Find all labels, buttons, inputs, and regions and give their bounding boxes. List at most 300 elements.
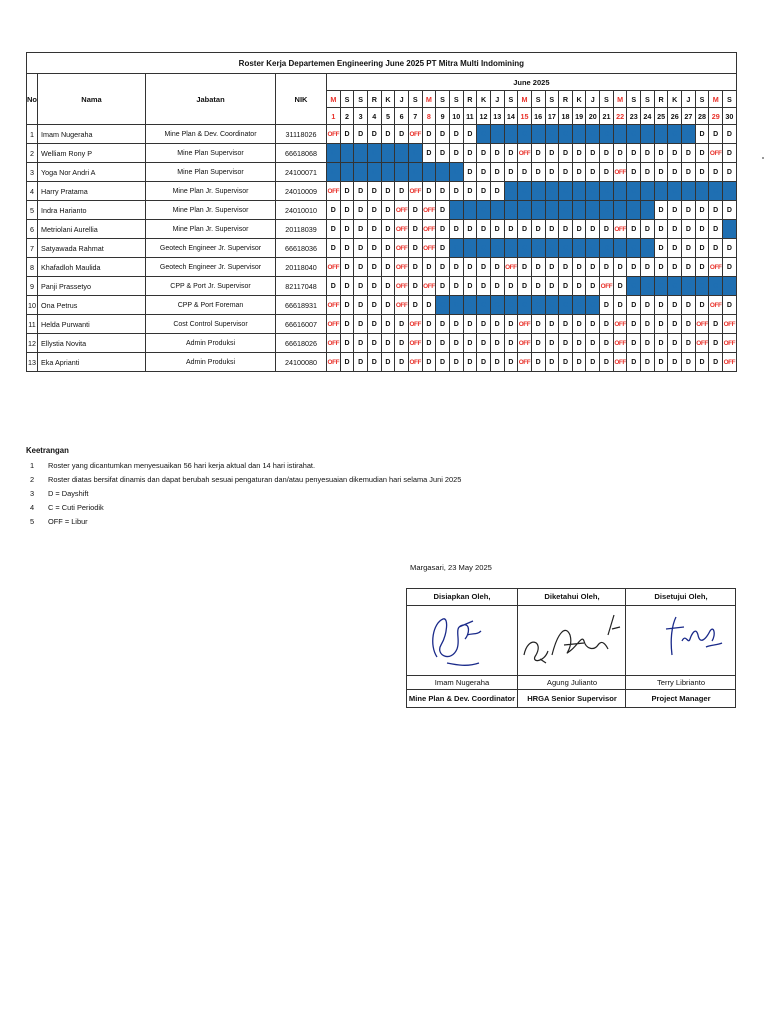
roster-cell: C xyxy=(572,125,586,144)
employee-name: Welliam Rony P xyxy=(38,144,146,163)
roster-cell: D xyxy=(545,163,559,182)
signature-label: Disiapkan Oleh, xyxy=(407,589,517,606)
roster-cell: D xyxy=(586,258,600,277)
employee-nik: 24100071 xyxy=(276,163,327,182)
roster-cell: D xyxy=(627,353,641,372)
roster-cell: OFF xyxy=(613,315,627,334)
roster-cell: D xyxy=(613,277,627,296)
roster-cell: D xyxy=(586,353,600,372)
roster-cell: D xyxy=(586,220,600,239)
roster-cell: C xyxy=(654,125,668,144)
roster-cell: D xyxy=(559,258,573,277)
roster-cell: C xyxy=(545,182,559,201)
roster-cell: C xyxy=(531,182,545,201)
roster-cell: D xyxy=(381,296,395,315)
roster-cell: D xyxy=(340,125,354,144)
roster-cell: D xyxy=(490,353,504,372)
roster-cell: D xyxy=(381,353,395,372)
roster-cell: OFF xyxy=(504,258,518,277)
weekday-cell: J xyxy=(395,91,409,108)
note-number: 5 xyxy=(30,517,35,526)
roster-cell: C xyxy=(449,239,463,258)
roster-cell: D xyxy=(477,334,491,353)
roster-cell: D xyxy=(627,296,641,315)
roster-cell: OFF xyxy=(422,201,436,220)
roster-cell: C xyxy=(682,125,696,144)
roster-cell: D xyxy=(367,258,381,277)
signature-column-acknowledged xyxy=(517,589,626,707)
roster-cell: D xyxy=(395,125,409,144)
roster-cell: D xyxy=(682,144,696,163)
roster-cell: D xyxy=(367,239,381,258)
roster-cell: D xyxy=(436,353,450,372)
roster-cell: D xyxy=(327,220,341,239)
day-number-cell: 4 xyxy=(367,108,381,125)
roster-cell: D xyxy=(490,163,504,182)
employee-nik: 24100080 xyxy=(276,353,327,372)
signer-role: HRGA Senior Supervisor xyxy=(518,689,626,707)
roster-cell: D xyxy=(518,220,532,239)
roster-cell: D xyxy=(559,220,573,239)
roster-cell: D xyxy=(422,144,436,163)
roster-cell: C xyxy=(545,239,559,258)
roster-cell: C xyxy=(600,182,614,201)
roster-cell: D xyxy=(641,334,655,353)
roster-cell: D xyxy=(367,353,381,372)
roster-cell: D xyxy=(545,334,559,353)
weekday-cell: K xyxy=(572,91,586,108)
roster-cell: D xyxy=(723,125,737,144)
employee-no: 6 xyxy=(27,220,38,239)
weekday-cell: S xyxy=(408,91,422,108)
roster-cell: C xyxy=(477,239,491,258)
weekday-cell: R xyxy=(559,91,573,108)
roster-cell: C xyxy=(408,163,422,182)
roster-cell: C xyxy=(395,163,409,182)
roster-cell: D xyxy=(531,353,545,372)
roster-cell: D xyxy=(668,144,682,163)
employee-position: Mine Plan Supervisor xyxy=(146,163,276,182)
roster-cell: C xyxy=(327,144,341,163)
employee-position: Geotech Engineer Jr. Supervisor xyxy=(146,239,276,258)
roster-cell: OFF xyxy=(422,277,436,296)
day-number-cell: 8 xyxy=(422,108,436,125)
header-jabatan: Jabatan xyxy=(146,74,276,125)
roster-cell: D xyxy=(531,334,545,353)
roster-cell: D xyxy=(340,258,354,277)
day-number-cell: 1 xyxy=(327,108,341,125)
roster-cell: OFF xyxy=(518,144,532,163)
roster-cell: OFF xyxy=(723,334,737,353)
roster-cell: D xyxy=(709,334,723,353)
roster-cell: C xyxy=(477,296,491,315)
roster-cell: C xyxy=(586,125,600,144)
roster-cell: D xyxy=(490,258,504,277)
roster-cell: C xyxy=(518,296,532,315)
employee-position: Admin Produksi xyxy=(146,353,276,372)
roster-cell: C xyxy=(381,163,395,182)
signer-role: Mine Plan & Dev. Coordinator xyxy=(407,689,517,707)
roster-cell: D xyxy=(531,277,545,296)
roster-cell: C xyxy=(518,201,532,220)
roster-cell: D xyxy=(668,239,682,258)
roster-cell: C xyxy=(490,125,504,144)
roster-cell: D xyxy=(709,315,723,334)
signer-name: Agung Julianto xyxy=(518,675,626,690)
roster-cell: D xyxy=(641,144,655,163)
weekday-cell: S xyxy=(340,91,354,108)
day-number-cell: 9 xyxy=(436,108,450,125)
employee-no: 13 xyxy=(27,353,38,372)
roster-cell: C xyxy=(723,220,737,239)
weekday-cell: S xyxy=(627,91,641,108)
roster-cell: C xyxy=(531,201,545,220)
roster-cell: C xyxy=(518,182,532,201)
roster-cell: D xyxy=(695,220,709,239)
roster-cell: D xyxy=(436,315,450,334)
roster-cell: D xyxy=(627,163,641,182)
day-number-cell: 16 xyxy=(531,108,545,125)
roster-cell: OFF xyxy=(395,239,409,258)
employee-nik: 66618026 xyxy=(276,334,327,353)
roster-cell: D xyxy=(695,125,709,144)
roster-cell: D xyxy=(723,144,737,163)
weekday-cell: S xyxy=(436,91,450,108)
roster-cell: D xyxy=(340,277,354,296)
roster-cell: OFF xyxy=(327,125,341,144)
handwritten-signature-icon xyxy=(407,605,517,675)
roster-cell: D xyxy=(436,125,450,144)
employee-no: 4 xyxy=(27,182,38,201)
day-number-cell: 14 xyxy=(504,108,518,125)
roster-cell: C xyxy=(504,182,518,201)
roster-cell: D xyxy=(504,277,518,296)
notes-list xyxy=(26,459,461,529)
roster-cell: C xyxy=(695,182,709,201)
roster-cell: C xyxy=(695,277,709,296)
roster-cell: D xyxy=(449,125,463,144)
roster-cell: D xyxy=(695,201,709,220)
roster-cell: D xyxy=(613,296,627,315)
roster-cell: D xyxy=(504,353,518,372)
roster-cell: D xyxy=(504,163,518,182)
roster-cell: D xyxy=(463,144,477,163)
roster-cell: D xyxy=(354,220,368,239)
employee-row xyxy=(27,201,737,220)
day-number-cell: 23 xyxy=(627,108,641,125)
roster-cell: C xyxy=(627,239,641,258)
note-item xyxy=(26,473,461,487)
weekday-cell: K xyxy=(477,91,491,108)
signer-role: Project Manager xyxy=(626,689,736,707)
roster-cell: C xyxy=(559,125,573,144)
roster-cell: D xyxy=(327,239,341,258)
roster-cell: D xyxy=(559,277,573,296)
roster-cell: D xyxy=(408,220,422,239)
weekday-cell: J xyxy=(586,91,600,108)
roster-cell: C xyxy=(641,182,655,201)
weekday-cell: S xyxy=(354,91,368,108)
roster-cell: D xyxy=(668,258,682,277)
note-item xyxy=(26,501,461,515)
roster-cell: D xyxy=(559,144,573,163)
signature-label: Disetujui Oleh, xyxy=(626,589,736,606)
roster-cell: C xyxy=(641,201,655,220)
roster-cell: D xyxy=(354,182,368,201)
weekday-cell: S xyxy=(600,91,614,108)
roster-cell: D xyxy=(408,277,422,296)
handwritten-signature-icon xyxy=(626,605,736,675)
roster-cell: C xyxy=(531,296,545,315)
roster-cell: C xyxy=(354,163,368,182)
roster-cell: C xyxy=(477,201,491,220)
roster-cell: D xyxy=(436,144,450,163)
note-item xyxy=(26,515,461,529)
roster-cell: OFF xyxy=(395,258,409,277)
roster-cell: D xyxy=(395,353,409,372)
employee-row xyxy=(27,315,737,334)
roster-cell: D xyxy=(504,144,518,163)
roster-cell: C xyxy=(559,201,573,220)
roster-cell: D xyxy=(449,220,463,239)
roster-cell: D xyxy=(463,334,477,353)
roster-cell: D xyxy=(559,315,573,334)
roster-cell: C xyxy=(586,296,600,315)
roster-cell: D xyxy=(449,182,463,201)
roster-cell: D xyxy=(354,296,368,315)
roster-cell: D xyxy=(572,277,586,296)
roster-cell: OFF xyxy=(613,220,627,239)
roster-cell: C xyxy=(518,125,532,144)
signature-column-approved xyxy=(625,589,736,707)
roster-cell: C xyxy=(654,182,668,201)
roster-cell: D xyxy=(354,201,368,220)
roster-cell: D xyxy=(422,125,436,144)
signature-table xyxy=(406,588,736,708)
employee-nik: 24010009 xyxy=(276,182,327,201)
roster-cell: C xyxy=(436,163,450,182)
roster-cell: C xyxy=(327,163,341,182)
roster-cell: C xyxy=(709,277,723,296)
roster-cell: C xyxy=(545,125,559,144)
roster-cell: C xyxy=(367,163,381,182)
day-number-cell: 25 xyxy=(654,108,668,125)
note-text: OFF = Libur xyxy=(48,517,88,526)
employee-row xyxy=(27,144,737,163)
roster-cell: D xyxy=(422,296,436,315)
day-number-cell: 29 xyxy=(709,108,723,125)
roster-cell: C xyxy=(422,163,436,182)
roster-cell: OFF xyxy=(327,315,341,334)
employee-row xyxy=(27,353,737,372)
day-number-cell: 17 xyxy=(545,108,559,125)
roster-cell: D xyxy=(436,334,450,353)
roster-cell: C xyxy=(641,239,655,258)
roster-cell: D xyxy=(477,258,491,277)
place-date: Margasari, 23 May 2025 xyxy=(410,563,492,572)
roster-cell: D xyxy=(709,239,723,258)
header-no: No xyxy=(27,74,38,125)
employee-nik: 66618036 xyxy=(276,239,327,258)
roster-cell: D xyxy=(381,258,395,277)
employee-row xyxy=(27,220,737,239)
roster-cell: D xyxy=(504,315,518,334)
roster-cell: C xyxy=(613,182,627,201)
roster-cell: D xyxy=(354,239,368,258)
roster-cell: D xyxy=(627,315,641,334)
roster-cell: D xyxy=(627,334,641,353)
note-number: 3 xyxy=(30,489,35,498)
roster-cell: D xyxy=(477,144,491,163)
roster-cell: OFF xyxy=(709,258,723,277)
roster-cell: OFF xyxy=(709,296,723,315)
note-text: D = Dayshift xyxy=(48,489,89,498)
roster-cell: D xyxy=(395,182,409,201)
employee-position: CPP & Port Foreman xyxy=(146,296,276,315)
roster-cell: D xyxy=(654,239,668,258)
employee-nik: 82117048 xyxy=(276,277,327,296)
day-number-cell: 18 xyxy=(559,108,573,125)
roster-cell: D xyxy=(477,182,491,201)
employee-position: Mine Plan Jr. Supervisor xyxy=(146,201,276,220)
note-item xyxy=(26,459,461,473)
note-text: Roster diatas bersifat dinamis dan dapat berubah sesuai pengaturan dan/atau penyesuaian dikemudian hari selama Juni 2025 xyxy=(48,475,462,484)
roster-cell: D xyxy=(572,315,586,334)
roster-cell: D xyxy=(695,163,709,182)
roster-cell: D xyxy=(572,334,586,353)
roster-cell: D xyxy=(340,201,354,220)
roster-cell: C xyxy=(668,125,682,144)
roster-cell: C xyxy=(668,182,682,201)
day-number-cell: 5 xyxy=(381,108,395,125)
signature-label: Diketahui Oleh, xyxy=(518,589,626,606)
weekday-cell: M xyxy=(709,91,723,108)
roster-cell: D xyxy=(408,258,422,277)
roster-cell: D xyxy=(600,220,614,239)
weekday-cell: K xyxy=(381,91,395,108)
employee-row xyxy=(27,182,737,201)
roster-cell: D xyxy=(381,182,395,201)
employee-nik: 66618931 xyxy=(276,296,327,315)
roster-cell: D xyxy=(545,144,559,163)
roster-cell: C xyxy=(668,277,682,296)
roster-cell: C xyxy=(449,201,463,220)
roster-cell: D xyxy=(463,163,477,182)
roster-cell: D xyxy=(572,353,586,372)
roster-cell: D xyxy=(436,220,450,239)
weekday-cell: M xyxy=(613,91,627,108)
employee-row xyxy=(27,239,737,258)
roster-cell: D xyxy=(682,296,696,315)
roster-cell: C xyxy=(354,144,368,163)
header-nama: Nama xyxy=(38,74,146,125)
signer-name: Terry Librianto xyxy=(626,675,736,690)
roster-cell: C xyxy=(600,239,614,258)
roster-cell: OFF xyxy=(422,220,436,239)
roster-cell: C xyxy=(463,296,477,315)
roster-cell: D xyxy=(504,334,518,353)
roster-cell: C xyxy=(627,201,641,220)
roster-cell: D xyxy=(572,163,586,182)
roster-cell: D xyxy=(709,220,723,239)
roster-cell: D xyxy=(600,258,614,277)
employee-name: Ona Petrus xyxy=(38,296,146,315)
roster-cell: D xyxy=(559,353,573,372)
roster-cell: C xyxy=(682,182,696,201)
roster-cell: D xyxy=(408,239,422,258)
roster-cell: C xyxy=(531,125,545,144)
employee-position: Cost Control Supervisor xyxy=(146,315,276,334)
roster-cell: D xyxy=(682,258,696,277)
employee-position: Mine Plan Supervisor xyxy=(146,144,276,163)
day-number-cell: 12 xyxy=(477,108,491,125)
employee-no: 11 xyxy=(27,315,38,334)
roster-cell: D xyxy=(654,220,668,239)
roster-cell: D xyxy=(709,201,723,220)
roster-cell: D xyxy=(695,258,709,277)
roster-title: Roster Kerja Departemen Engineering June 2025 PT Mitra Multi Indomining xyxy=(27,53,737,74)
roster-cell: OFF xyxy=(395,220,409,239)
roster-cell: D xyxy=(354,258,368,277)
roster-cell: D xyxy=(545,353,559,372)
roster-cell: OFF xyxy=(408,353,422,372)
day-number-cell: 26 xyxy=(668,108,682,125)
roster-cell: D xyxy=(381,239,395,258)
roster-cell: D xyxy=(340,296,354,315)
roster-cell: D xyxy=(340,182,354,201)
roster-cell: OFF xyxy=(613,334,627,353)
roster-cell: D xyxy=(367,182,381,201)
roster-cell: D xyxy=(641,220,655,239)
roster-cell: D xyxy=(463,182,477,201)
roster-cell: C xyxy=(627,182,641,201)
roster-cell: C xyxy=(531,239,545,258)
roster-cell: D xyxy=(449,334,463,353)
roster-cell: D xyxy=(531,163,545,182)
roster-cell: D xyxy=(572,220,586,239)
roster-cell: D xyxy=(463,125,477,144)
scan-speck xyxy=(762,157,764,159)
roster-cell: D xyxy=(723,201,737,220)
roster-cell: D xyxy=(340,334,354,353)
signer-name: Imam Nugeraha xyxy=(407,675,517,690)
roster-cell: D xyxy=(545,258,559,277)
roster-cell: D xyxy=(422,353,436,372)
weekday-cell: S xyxy=(695,91,709,108)
employee-no: 5 xyxy=(27,201,38,220)
weekday-cell: S xyxy=(641,91,655,108)
roster-cell: D xyxy=(449,144,463,163)
roster-cell: D xyxy=(682,201,696,220)
roster-cell: D xyxy=(422,182,436,201)
roster-cell: D xyxy=(463,353,477,372)
roster-cell: C xyxy=(518,239,532,258)
roster-cell: D xyxy=(381,334,395,353)
roster-cell: D xyxy=(463,258,477,277)
roster-cell: D xyxy=(354,353,368,372)
roster-cell: C xyxy=(449,296,463,315)
employee-no: 10 xyxy=(27,296,38,315)
roster-cell: C xyxy=(504,201,518,220)
weekday-cell: R xyxy=(463,91,477,108)
weekday-cell: S xyxy=(545,91,559,108)
roster-cell: D xyxy=(723,239,737,258)
roster-cell: D xyxy=(340,315,354,334)
employee-row xyxy=(27,296,737,315)
roster-cell: D xyxy=(477,315,491,334)
roster-cell: D xyxy=(654,258,668,277)
roster-cell: OFF xyxy=(395,296,409,315)
